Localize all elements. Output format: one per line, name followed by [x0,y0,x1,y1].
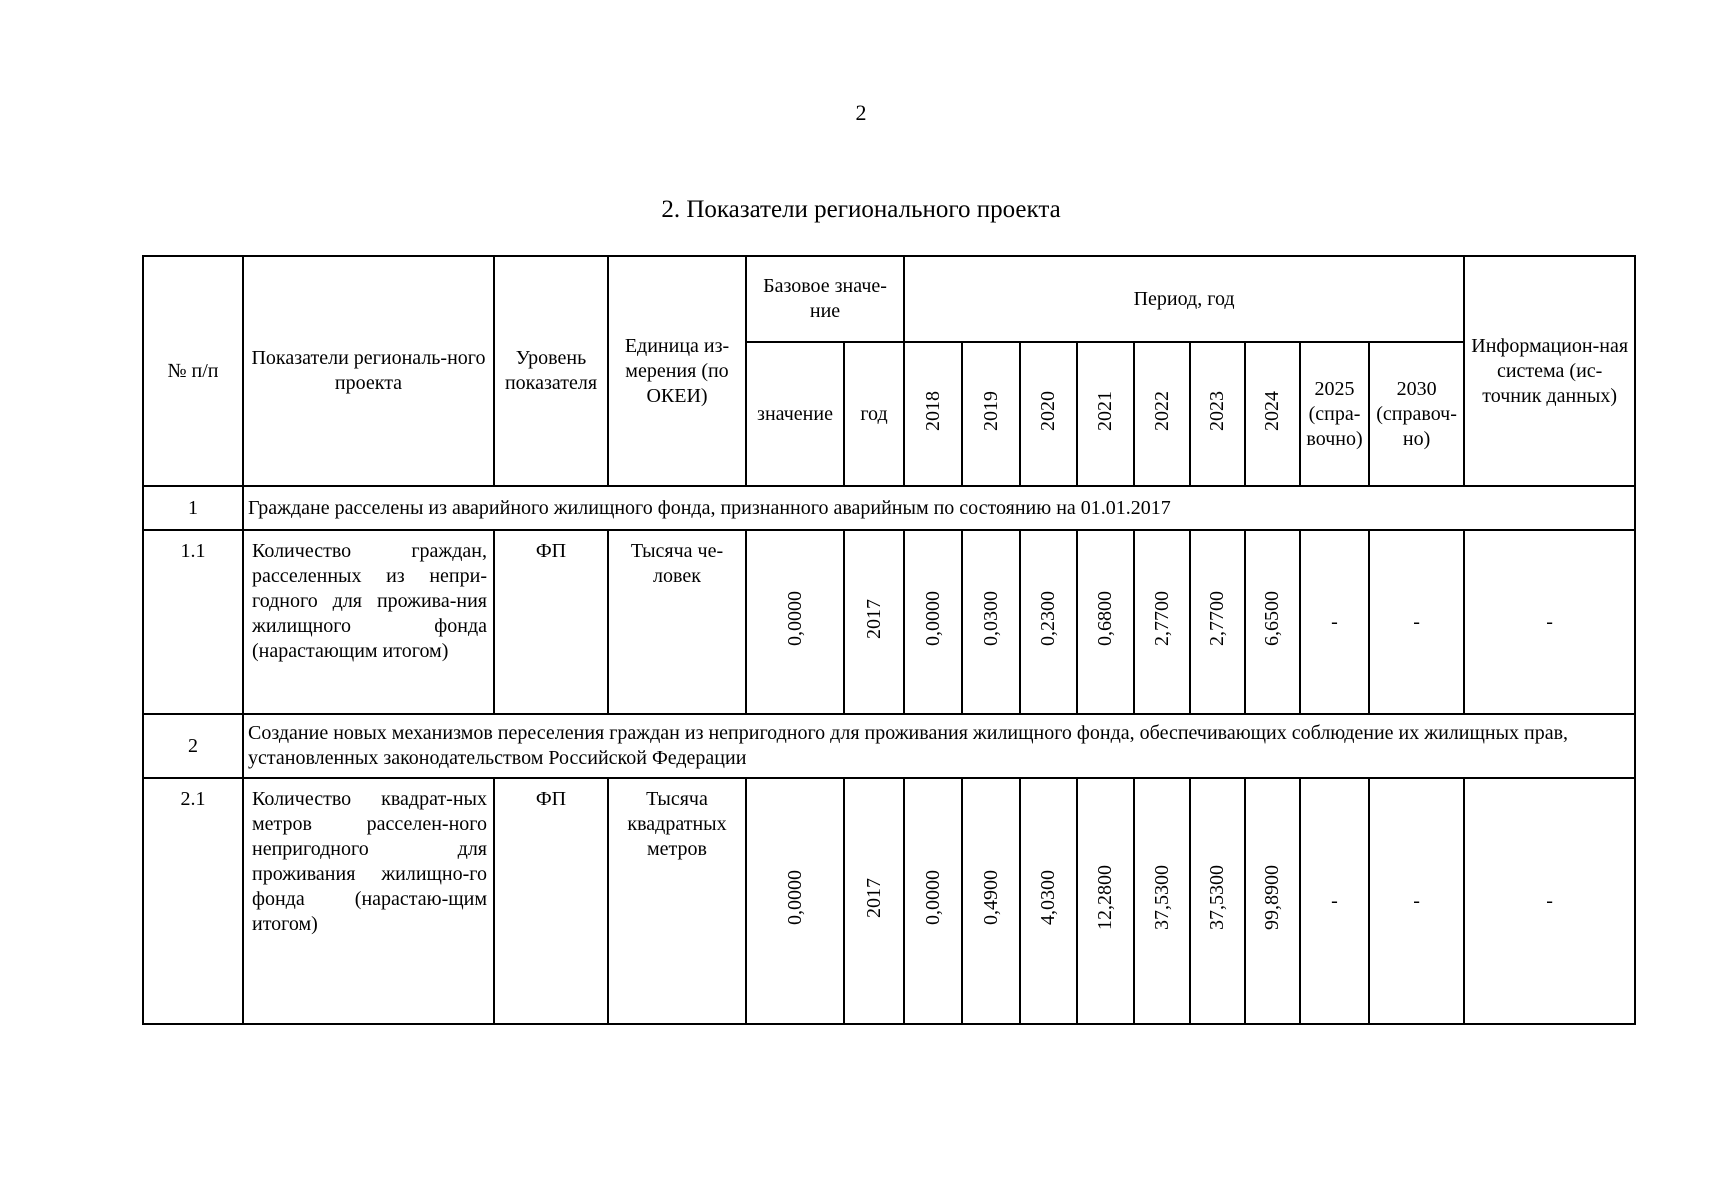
row-value-2025: - [1300,778,1369,1024]
row-value-cell [904,778,962,1024]
row-num: 2.1 [143,778,243,1024]
header-row-top [143,256,1635,342]
row-base-year-cell [844,778,904,1024]
table-row [143,530,1635,714]
row-value-2024: 6,6500 [1261,591,1284,646]
header-unit: Единица из-мерения (по ОКЕИ) [608,256,746,486]
row-value-2021: 12,2800 [1094,865,1117,930]
header-value: значение [746,342,844,486]
page-title: 2. Показатели регионального проекта [661,196,1061,223]
page-number: 2 [855,100,867,125]
row-value-cell [962,778,1020,1024]
row-value-2030: - [1369,530,1464,714]
row-unit: Тысяча че-ловек [608,530,746,714]
row-value-2018: 0,0000 [921,870,944,925]
header-year-2020 [1020,342,1077,486]
row-value-cell [1020,530,1077,714]
section-row [143,714,1635,778]
row-value-2020: 0,2300 [1037,591,1060,646]
header-year-2021 [1077,342,1134,486]
row-base-year: 2017 [862,877,885,918]
row-base-value: 0,0000 [783,591,806,646]
row-value-2022: 2,7700 [1150,591,1173,646]
header-year-label: 2023 [1206,390,1229,431]
row-value-2021: 0,6800 [1094,591,1117,646]
row-value-2019: 0,4900 [979,870,1002,925]
row-value-cell [962,530,1020,714]
header-num: № п/п [143,256,243,486]
header-period: Период, год [904,256,1464,342]
indicators-table [142,255,1636,1025]
row-info-system: - [1464,778,1635,1024]
row-value-2022: 37,5300 [1150,865,1173,930]
row-info-system: - [1464,530,1635,714]
header-year-label: 2022 [1150,390,1173,431]
header-year-2024 [1245,342,1300,486]
header-year-label: 2020 [1037,390,1060,431]
header-year-2019 [962,342,1020,486]
row-value-cell [1020,778,1077,1024]
table-row [143,778,1635,1024]
section-num: 1 [143,486,243,530]
row-value-cell [1245,778,1300,1024]
row-value-2019: 0,0300 [979,591,1002,646]
header-year-label: 2024 [1261,390,1284,431]
row-indicator-name: Количество граждан, расселенных из непри-годного для прожива-ния жилищного фонда (нарастающим итогом) [243,530,494,714]
header-indicator: Показатели региональ-ного проекта [243,256,494,486]
row-unit: Тысяча квадратных метров [608,778,746,1024]
header-year-label: 2018 [921,390,944,431]
header-year-2018 [904,342,962,486]
row-value-cell [904,530,962,714]
header-year-2030: 2030 (справоч-но) [1369,342,1464,486]
row-value-cell [1134,530,1190,714]
row-value-cell [1077,778,1134,1024]
row-level: ФП [494,778,608,1024]
header-year-2025: 2025 (спра-вочно) [1300,342,1369,486]
row-level: ФП [494,530,608,714]
row-value-cell [1190,778,1245,1024]
header-year-2023 [1190,342,1245,486]
row-base-year-cell [844,530,904,714]
header-base-value: Базовое значе-ние [746,256,904,342]
row-base-year: 2017 [862,598,885,639]
row-base-value-cell [746,778,844,1024]
header-info-system: Информацион-ная система (ис-точник данных) [1464,256,1635,486]
row-value-cell [1245,530,1300,714]
section-title: Создание новых механизмов переселения граждан из непригодного для проживания жилищного фонда, обеспечивающих соблюдение их жилищных прав, установленных законодательством Российской Федерации [243,714,1635,778]
header-year: год [844,342,904,486]
row-base-value: 0,0000 [783,870,806,925]
row-num: 1.1 [143,530,243,714]
row-value-2024: 99,8900 [1261,865,1284,930]
row-value-2020: 4,0300 [1037,870,1060,925]
header-level: Уровень показателя [494,256,608,486]
row-value-2023: 37,5300 [1206,865,1229,930]
section-row [143,486,1635,530]
row-value-2025: - [1300,530,1369,714]
row-indicator-name: Количество квадрат-ных метров расселен-ного непригодного для проживания жилищно-го фонда (нарастаю-щим итогом) [243,778,494,1024]
row-value-2030: - [1369,778,1464,1024]
row-value-cell [1077,530,1134,714]
section-title: Граждане расселены из аварийного жилищного фонда, признанного аварийным по состоянию на 01.01.2017 [243,486,1635,530]
row-value-2018: 0,0000 [921,591,944,646]
row-value-cell [1134,778,1190,1024]
header-year-label: 2021 [1094,390,1117,431]
row-base-value-cell [746,530,844,714]
header-year-2022 [1134,342,1190,486]
row-value-cell [1190,530,1245,714]
header-year-label: 2019 [979,390,1002,431]
section-num: 2 [143,714,243,778]
row-value-2023: 2,7700 [1206,591,1229,646]
